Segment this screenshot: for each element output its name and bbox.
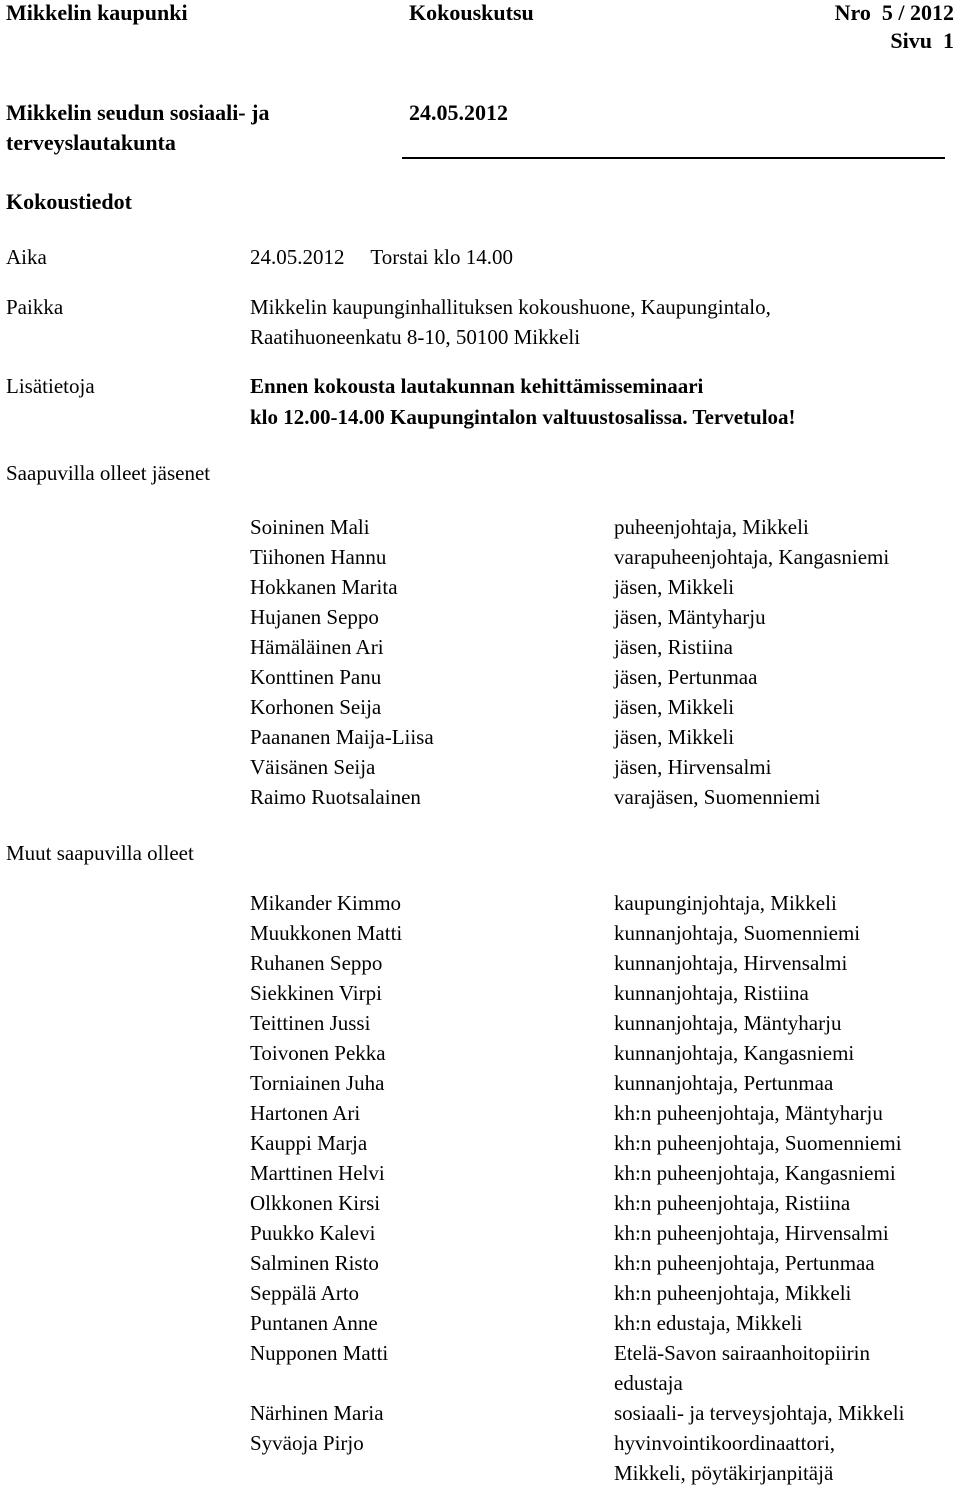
other-name: Närhinen Maria [250,1401,384,1425]
member-name: Korhonen Seija [250,695,382,719]
other-role: kunnanjohtaja, Pertunmaa [614,1071,834,1095]
other-role: kh:n puheenjohtaja, Pertunmaa [614,1251,875,1275]
other-role: kunnanjohtaja, Mäntyharju [614,1011,842,1035]
member-name: Hämäläinen Ari [250,635,384,659]
paikka-line2: Raatihuoneenkatu 8-10, 50100 Mikkeli [250,325,581,349]
members-roles [614,512,889,812]
others-heading: Muut saapuvilla olleet [6,841,194,865]
member-role: jäsen, Mikkeli [614,725,735,749]
other-role: kaupunginjohtaja, Mikkeli [614,891,837,915]
aika-value: 24.05.2012 Torstai klo 14.00 [250,245,513,269]
other-role: kunnanjohtaja, Ristiina [614,981,809,1005]
other-role: kh:n puheenjohtaja, Suomenniemi [614,1131,902,1155]
members-heading: Saapuvilla olleet jäsenet [6,461,211,485]
page-number: Sivu 1 [890,28,954,53]
other-name: Muukkonen Matti [250,921,403,945]
other-name: Syväoja Pirjo [250,1431,364,1455]
other-name: Ruhanen Seppo [250,951,383,975]
member-name: Paananen Maija-Liisa [250,725,434,749]
other-name: Seppälä Arto [250,1281,360,1305]
other-name: Toivonen Pekka [250,1041,386,1065]
other-name: Nupponen Matti [250,1341,389,1365]
other-role: Etelä-Savon sairaanhoitopiirin [614,1341,871,1365]
header-divider [402,157,945,159]
board-date: 24.05.2012 [409,100,508,125]
member-name: Väisänen Seija [250,755,376,779]
others-names [250,888,402,1458]
member-name: Raimo Ruotsalainen [250,785,421,809]
other-name-spacer [250,1368,402,1398]
member-role: varapuheenjohtaja, Kangasniemi [614,545,890,569]
member-role: jäsen, Mäntyharju [614,605,766,629]
organization-name: Mikkelin kaupunki [6,0,188,25]
other-role: kunnanjohtaja, Suomenniemi [614,921,861,945]
member-name: Soininen Mali [250,515,370,539]
other-name: Kauppi Marja [250,1131,368,1155]
lisatietoja-label: Lisätietoja [6,374,95,398]
member-role: puheenjohtaja, Mikkeli [614,515,809,539]
member-name: Hujanen Seppo [250,605,379,629]
member-role: jäsen, Pertunmaa [614,665,758,689]
other-name: Salminen Risto [250,1251,379,1275]
other-name: Olkkonen Kirsi [250,1191,381,1215]
aika-label: Aika [6,245,47,269]
other-role: kunnanjohtaja, Kangasniemi [614,1041,855,1065]
document-type: Kokouskutsu [409,0,534,25]
section-title: Kokoustiedot [6,189,132,214]
other-role: sosiaali- ja terveysjohtaja, Mikkeli [614,1401,905,1425]
other-name: Puukko Kalevi [250,1221,376,1245]
board-name-line1: Mikkelin seudun sosiaali- ja [6,100,270,125]
other-role: kh:n puheenjohtaja, Mäntyharju [614,1101,883,1125]
other-name: Siekkinen Virpi [250,981,382,1005]
other-role: kh:n edustaja, Mikkeli [614,1311,803,1335]
member-name: Konttinen Panu [250,665,382,689]
other-role: hyvinvointikoordinaattori, [614,1431,836,1455]
board-name-line2: terveyslautakunta [6,130,176,155]
document-number: Nro 5 / 2012 [834,0,954,25]
other-name: Torniainen Juha [250,1071,385,1095]
lisatietoja-line2: klo 12.00-14.00 Kaupungintalon valtuustosalissa. Tervetuloa! [250,405,796,429]
paikka-label: Paikka [6,295,64,319]
paikka-line1: Mikkelin kaupunginhallituksen kokoushuone, Kaupungintalo, [250,295,771,319]
lisatietoja-line1: Ennen kokousta lautakunnan kehittämisseminaari [250,374,704,398]
other-role: kunnanjohtaja, Hirvensalmi [614,951,848,975]
other-name: Puntanen Anne [250,1311,378,1335]
members-names [250,512,434,812]
other-role: Mikkeli, pöytäkirjanpitäjä [614,1461,834,1485]
other-name: Teittinen Jussi [250,1011,371,1035]
other-role: kh:n puheenjohtaja, Ristiina [614,1191,851,1215]
other-role: edustaja [614,1371,683,1395]
others-roles [614,888,904,1488]
member-role: jäsen, Mikkeli [614,695,735,719]
other-name: Marttinen Helvi [250,1161,385,1185]
member-role: jäsen, Ristiina [614,635,733,659]
other-role: kh:n puheenjohtaja, Mikkeli [614,1281,852,1305]
member-role: varajäsen, Suomenniemi [614,785,821,809]
member-role: jäsen, Hirvensalmi [614,755,772,779]
other-name: Mikander Kimmo [250,891,402,915]
other-name: Hartonen Ari [250,1101,361,1125]
member-name: Tiihonen Hannu [250,545,387,569]
other-role: kh:n puheenjohtaja, Kangasniemi [614,1161,896,1185]
other-role: kh:n puheenjohtaja, Hirvensalmi [614,1221,889,1245]
member-name: Hokkanen Marita [250,575,398,599]
member-role: jäsen, Mikkeli [614,575,735,599]
